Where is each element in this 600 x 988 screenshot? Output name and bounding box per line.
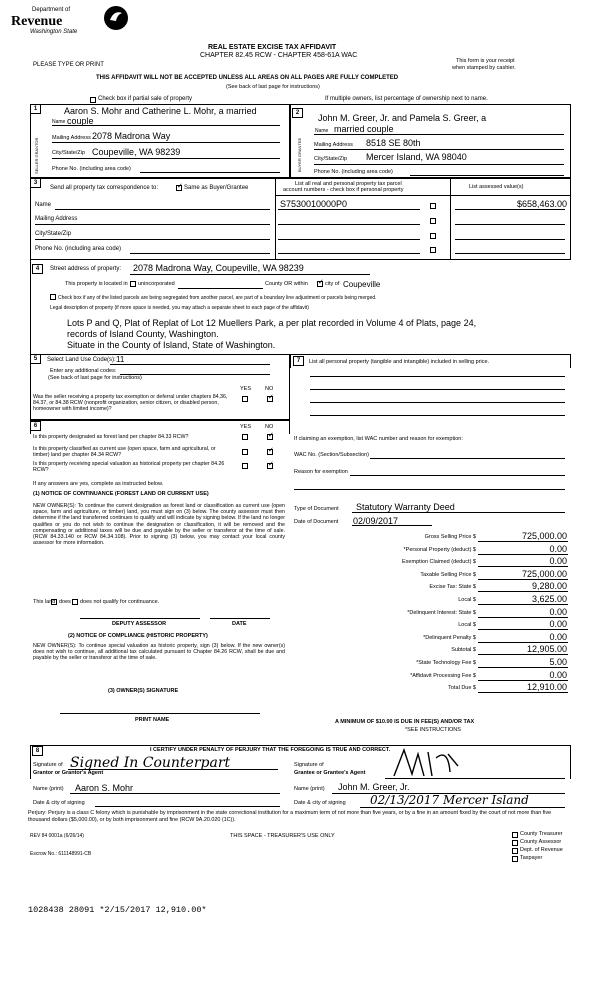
form-number: REV 84 0001a (6/26/14) [30, 833, 84, 839]
copy-taxpayer: Taxpayer [520, 855, 543, 861]
seller-mailing[interactable]: 2078 Madrona Way [92, 131, 171, 141]
s5-yes-checkbox[interactable] [242, 396, 248, 402]
deputy-date: DATE [232, 621, 247, 627]
same-as-buyer-checkbox[interactable] [176, 185, 182, 191]
tax-row-label: Exemption Claimed (deduct) $ [402, 559, 476, 565]
copy-county-treasurer: County Treasurer [520, 831, 563, 837]
s6-q3-yes[interactable] [242, 463, 248, 469]
qualify-not: does not qualify for continuance. [80, 599, 160, 605]
additional-codes-note: (See back of last page for instructions) [48, 375, 142, 381]
warning-banner: THIS AFFIDAVIT WILL NOT BE ACCEPTED UNLESS ALL AREAS ON ALL PAGES ARE FULLY COMPLETED [96, 75, 399, 81]
tax-row-label: Local $ [458, 597, 476, 603]
tax-row-label: Total Due $ [448, 685, 476, 691]
s5-no-header: NO [265, 386, 274, 392]
buyer-mailing[interactable]: 8518 SE 80th [366, 138, 421, 148]
tax-row-label: *State Technology Fee $ [416, 660, 476, 666]
qualify-does: does [59, 599, 71, 605]
legal-line-2[interactable]: records of Island County, Washington. [67, 329, 219, 339]
grantor-sig-label-2: Grantor or Grantor's Agent [33, 770, 104, 776]
grantor-sig-label-1: Signature of [33, 762, 63, 768]
buyer-side-label: BUYER GRANTEE [297, 137, 302, 172]
parcel-4-personal-checkbox[interactable] [430, 247, 436, 253]
notice-1-body: NEW OWNER(S): To continue the current designation as forest land or classification as current use (open space, farm and agriculture, or timber) land, you must sign on (3) below. The county assessor must then determine if the land transferred continues to qualify and will indicate by signing below. If the land no longer qualifies or you do not wish to continue the designation or classification, it will be removed and the compensating or additional taxes will be due and payable by the seller or transferor at the time of sale. (RCW 84.33.140 or RCW 84.34.108). Prior to signing (3) below, you may contact your local county assessor for more information. [33, 503, 285, 547]
parcel-header-2: account numbers - check box if personal property [283, 187, 404, 193]
tax-row-underline [478, 654, 568, 655]
city-checkbox[interactable] [317, 281, 323, 287]
doc-date[interactable]: 02/09/2017 [353, 516, 399, 526]
tax-row-value[interactable]: 0.00 [549, 556, 567, 566]
buyer-phone-label: Phone No. (including area code) [314, 169, 393, 175]
s6-yes-header: YES [240, 424, 252, 430]
tax-row-underline [478, 680, 568, 681]
tax-row-value[interactable]: 12,905.00 [526, 644, 567, 654]
legal-line-1[interactable]: Lots P and Q, Plat of Replat of Lot 12 Muellers Park, a per plat recorded in Volume 4 of Plats, page 24, [67, 318, 477, 328]
owner-signature: (3) OWNER(S) SIGNATURE [108, 688, 179, 694]
buyer-mailing-label: Mailing Address [314, 142, 353, 148]
minimum-fee-note: *SEE INSTRUCTIONS [405, 727, 461, 733]
qualify-does-checkbox[interactable] [51, 599, 57, 605]
section-3-number: 3 [30, 178, 41, 188]
tax-row-label: *Delinquent Penalty $ [423, 635, 476, 641]
escrow-number: Escrow No.: 611148991-CB [30, 851, 92, 857]
tax-row-label: *Delinquent Interest: State $ [407, 610, 476, 616]
partial-sale-label: Check box if partial sale of property [98, 96, 193, 102]
tax-row-underline [478, 541, 568, 542]
s3-name-label: Name [35, 202, 52, 208]
multiple-owners-note: If multiple owners, list percentage of ownership next to name. [325, 96, 488, 102]
seller-city-label: City/State/Zip [52, 150, 86, 156]
logo-washington: Washington State [30, 29, 78, 35]
buyer-name-label: Name [315, 128, 329, 134]
unincorporated-label: unincorporated [138, 281, 175, 287]
tax-row-underline [478, 642, 568, 643]
seller-name-line2[interactable]: couple [67, 116, 94, 126]
copy-dept-revenue: Dept. of Revenue [520, 847, 563, 853]
doc-date-label: Date of Document [294, 519, 339, 525]
legal-line-3[interactable]: Situate in the County of Island, State of Washington. [67, 340, 276, 350]
grantor-date-label: Date & city of signing [33, 800, 85, 806]
s6-q3: Is this property receiving special valuation as historical property per chapter 84.26 RCW? [33, 461, 225, 474]
tax-row-value[interactable]: 0.00 [549, 670, 567, 680]
tax-row-value[interactable]: 12,910.00 [526, 682, 567, 692]
unincorporated-checkbox[interactable] [130, 281, 136, 287]
washington-seal-icon [102, 4, 130, 32]
assessed-header: List assessed value(s) [469, 184, 524, 190]
grantee-sig-label-2: Grantee or Grantee's Agent [294, 770, 366, 776]
tax-row-underline [478, 692, 568, 693]
form-subtitle: CHAPTER 82.45 RCW - CHAPTER 458-61A WAC [200, 52, 358, 59]
tax-row-label: Subtotal $ [451, 647, 476, 653]
section-4-number: 4 [32, 264, 43, 274]
send-correspondence-label: Send all property tax correspondence to: [50, 185, 159, 191]
copy-county-treasurer-checkbox[interactable] [512, 832, 518, 838]
s6-q1: Is this property designated as forest land per chapter 84.33 RCW? [33, 434, 189, 440]
grantee-name-label: Name (print) [294, 786, 325, 792]
logo-dept-of: Department of [32, 7, 71, 13]
segregated-checkbox[interactable] [50, 294, 56, 300]
certify-statement: I CERTIFY UNDER PENALTY OF PERJURY THAT THE FOREGOING IS TRUE AND CORRECT. [150, 747, 391, 753]
located-pre: This property is located in [65, 281, 128, 287]
segregated-label: Check box if any of the listed parcels are being segregated from another parcel, are part of a boundary line adjustment or parcels being merged. [58, 295, 377, 301]
tax-row-value[interactable]: 0.00 [549, 607, 567, 617]
city-of-label: city of [325, 281, 340, 287]
notice-1-title: (1) NOTICE OF CONTINUANCE (FOREST LAND OR CURRENT USE) [33, 491, 209, 497]
section-6-number: 6 [30, 421, 41, 431]
tax-row-value[interactable]: 725,000.00 [521, 531, 567, 541]
receipt-note-1: This form is your receipt [456, 58, 515, 64]
additional-codes: Enter any additional codes: [50, 368, 117, 374]
qualify-pre: This land [33, 599, 56, 605]
s6-q1-yes[interactable] [242, 434, 248, 440]
s6-no-header: NO [265, 424, 274, 430]
buyer-name-line1[interactable]: John M. Greer, Jr. and Pamela S. Greer, a [318, 113, 487, 123]
section-7-number: 7 [293, 356, 304, 366]
notice-2-body: NEW OWNER(S): To continue special valuation as historic property, sign (3) below. If the new owner(s) does not wish to continue, all additional tax calculated pursuant to Chapter 84.26 RCW, shall be due and payable by the seller or transferor at the time of sale. [33, 643, 285, 662]
tax-row-label: Taxable Selling Price $ [420, 572, 476, 578]
tax-row-label: Excise Tax: State $ [429, 584, 476, 590]
tax-row-underline [478, 629, 568, 630]
grantor-name-label: Name (print) [33, 786, 64, 792]
notice-2-title: (2) NOTICE OF COMPLIANCE (HISTORIC PROPERTY) [68, 633, 208, 639]
copy-county-assessor-checkbox[interactable] [512, 840, 518, 846]
form-title: REAL ESTATE EXCISE TAX AFFIDAVIT [208, 44, 337, 51]
copy-taxpayer-checkbox[interactable] [512, 856, 518, 862]
tax-row-label: Local $ [458, 622, 476, 628]
buyer-name-line2[interactable]: married couple [334, 124, 394, 134]
s6-q2-no[interactable] [267, 449, 273, 455]
tax-row-underline [478, 566, 568, 567]
tax-row-value[interactable]: 0.00 [549, 619, 567, 629]
s6-q1-no[interactable] [267, 434, 273, 440]
city-value[interactable]: Coupeville [343, 280, 381, 289]
s5-no-checkbox[interactable] [267, 396, 273, 402]
land-use-code[interactable]: 11 [116, 355, 125, 364]
s6-q2: Is this property classified as current use (open space, farm and agricultural, or timber) land per chapter 84.34 RCW? [33, 446, 216, 459]
tax-row-label: Gross Selling Price $ [424, 534, 476, 540]
land-use-label: Select Land Use Code(s): [47, 357, 116, 363]
tax-row-value[interactable]: 9,280.00 [531, 581, 567, 591]
county-or: County OR within [265, 281, 308, 287]
buyer-city-label: City/State/Zip [314, 156, 348, 162]
doc-type[interactable]: Statutory Warranty Deed [356, 502, 455, 512]
s6-q3-no[interactable] [267, 463, 273, 469]
grantee-sig-label-1: Signature of [294, 762, 324, 768]
tax-row-value[interactable]: 0.00 [549, 544, 567, 554]
grantee-name[interactable]: John M. Greer, Jr. [338, 782, 410, 792]
receipt-note-2: when stamped by cashier. [452, 65, 516, 71]
seller-phone-label: Phone No. (including area code) [52, 166, 131, 172]
tax-row-underline [478, 579, 568, 580]
seller-mailing-label: Mailing Address [52, 135, 91, 141]
parcel-number[interactable]: S7530010000P0 [280, 199, 348, 209]
dor-logo [10, 6, 130, 46]
doc-type-label: Type of Document [294, 506, 339, 512]
see-back: (See back of last page for instructions) [226, 84, 320, 90]
seller-name-label: Name [52, 119, 66, 125]
grantee-date-city[interactable]: 02/13/2017 Mercer Island [370, 793, 529, 807]
seller-name-line1[interactable]: Aaron S. Mohr and Catherine L. Mohr, a married [64, 106, 257, 116]
parcel-3-personal-checkbox[interactable] [430, 233, 436, 239]
seller-side-label: SELLER GRANTOR [34, 137, 39, 174]
s6-any-yes: If any answers are yes, complete as instructed below. [33, 481, 164, 487]
tax-row-underline [478, 617, 568, 618]
parcel-header-1: List all real and personal property tax parcel [295, 181, 402, 187]
grantee-date-label: Date & city of signing [294, 800, 346, 806]
parcel-1-personal-checkbox[interactable] [430, 203, 436, 209]
s5-yes-header: YES [240, 386, 252, 392]
legal-label: Legal description of property (if more space is needed, you may attach a separate sheet to each page of the affidavit) [50, 305, 309, 311]
tax-row-underline [478, 591, 568, 592]
s3-city-label: City/State/Zip [35, 231, 72, 237]
logo-revenue: Revenue [11, 14, 63, 29]
tax-row-value[interactable]: 3,625.00 [531, 594, 567, 604]
tax-row-label: *Personal Property (deduct) $ [403, 547, 476, 553]
perjury-notice: Perjury: Perjury is a class C felony which is punishable by imprisonment in the state correctional institution for a maximum term of not more than five years, or by a fine in an amount fixed by the court of not more than five thousand dollars ($5,000.00), or by both imprisonment and fine (RCW 9A.20.020 (1C)). [28, 810, 552, 823]
copy-dept-revenue-checkbox[interactable] [512, 848, 518, 854]
tax-row-value[interactable]: 0.00 [549, 632, 567, 642]
cashier-stamp: 1028438 28091 *2/15/2017 12,910.00* [28, 905, 207, 915]
assessed-value[interactable]: $658,463.00 [516, 199, 567, 209]
minimum-fee: A MINIMUM OF $10.00 IS DUE IN FEE(S) AND/OR TAX [335, 719, 475, 725]
s3-phone-label: Phone No. (including area code) [35, 246, 122, 252]
tax-row-value[interactable]: 5.00 [549, 657, 567, 667]
tax-row-underline [478, 554, 568, 555]
please-type: PLEASE TYPE OR PRINT [33, 62, 104, 68]
treasurer-use: THIS SPACE - TREASURER'S USE ONLY [230, 833, 335, 839]
grantee-signature-icon [388, 746, 468, 780]
qualify-not-checkbox[interactable] [72, 599, 78, 605]
street-address[interactable]: 2078 Madrona Way, Coupeville, WA 98239 [133, 263, 304, 273]
section-1-number: 1 [30, 104, 41, 114]
partial-sale-checkbox[interactable] [90, 97, 96, 103]
grantor-signature[interactable]: Signed In Counterpart [70, 755, 231, 771]
print-name: PRINT NAME [135, 717, 170, 723]
s6-q2-yes[interactable] [242, 449, 248, 455]
same-as-buyer-label: Same as Buyer/Grantee [184, 185, 249, 191]
buyer-city[interactable]: Mercer Island, WA 98040 [366, 152, 467, 162]
parcel-2-personal-checkbox[interactable] [430, 218, 436, 224]
reason-label: Reason for exemption [294, 469, 348, 475]
tax-row-underline [478, 667, 568, 668]
copy-county-assessor: County Assessor [520, 839, 562, 845]
personal-property-label: List all personal property (tangible and intangible) included in selling price. [309, 359, 490, 365]
s5-question: Was the seller receiving a property tax exemption or deferral under chapters 84.36, 84.37, or 84.38 RCW (nonprofit organization, senior citizen, or disabled person, homeowner with limited income)? [33, 394, 228, 413]
section-2-number: 2 [292, 108, 303, 118]
tax-row-underline [478, 604, 568, 605]
s3-mailing-label: Mailing Address [35, 216, 78, 222]
deputy-assessor: DEPUTY ASSESSOR [112, 621, 167, 627]
street-label: Street address of property: [50, 266, 122, 272]
section-8-number: 8 [32, 746, 43, 756]
section-5-number: 5 [30, 354, 41, 364]
grantor-name[interactable]: Aaron S. Mohr [75, 783, 134, 793]
exemption-claim-label: If claiming an exemption, list WAC number and reason for exemption: [294, 436, 463, 442]
tax-row-value[interactable]: 725,000.00 [521, 569, 567, 579]
tax-row-label: *Affidavit Processing Fee $ [410, 673, 476, 679]
seller-city[interactable]: Coupeville, WA 98239 [92, 147, 181, 157]
wac-no-label: WAC No. (Section/Subsection) [294, 452, 369, 458]
